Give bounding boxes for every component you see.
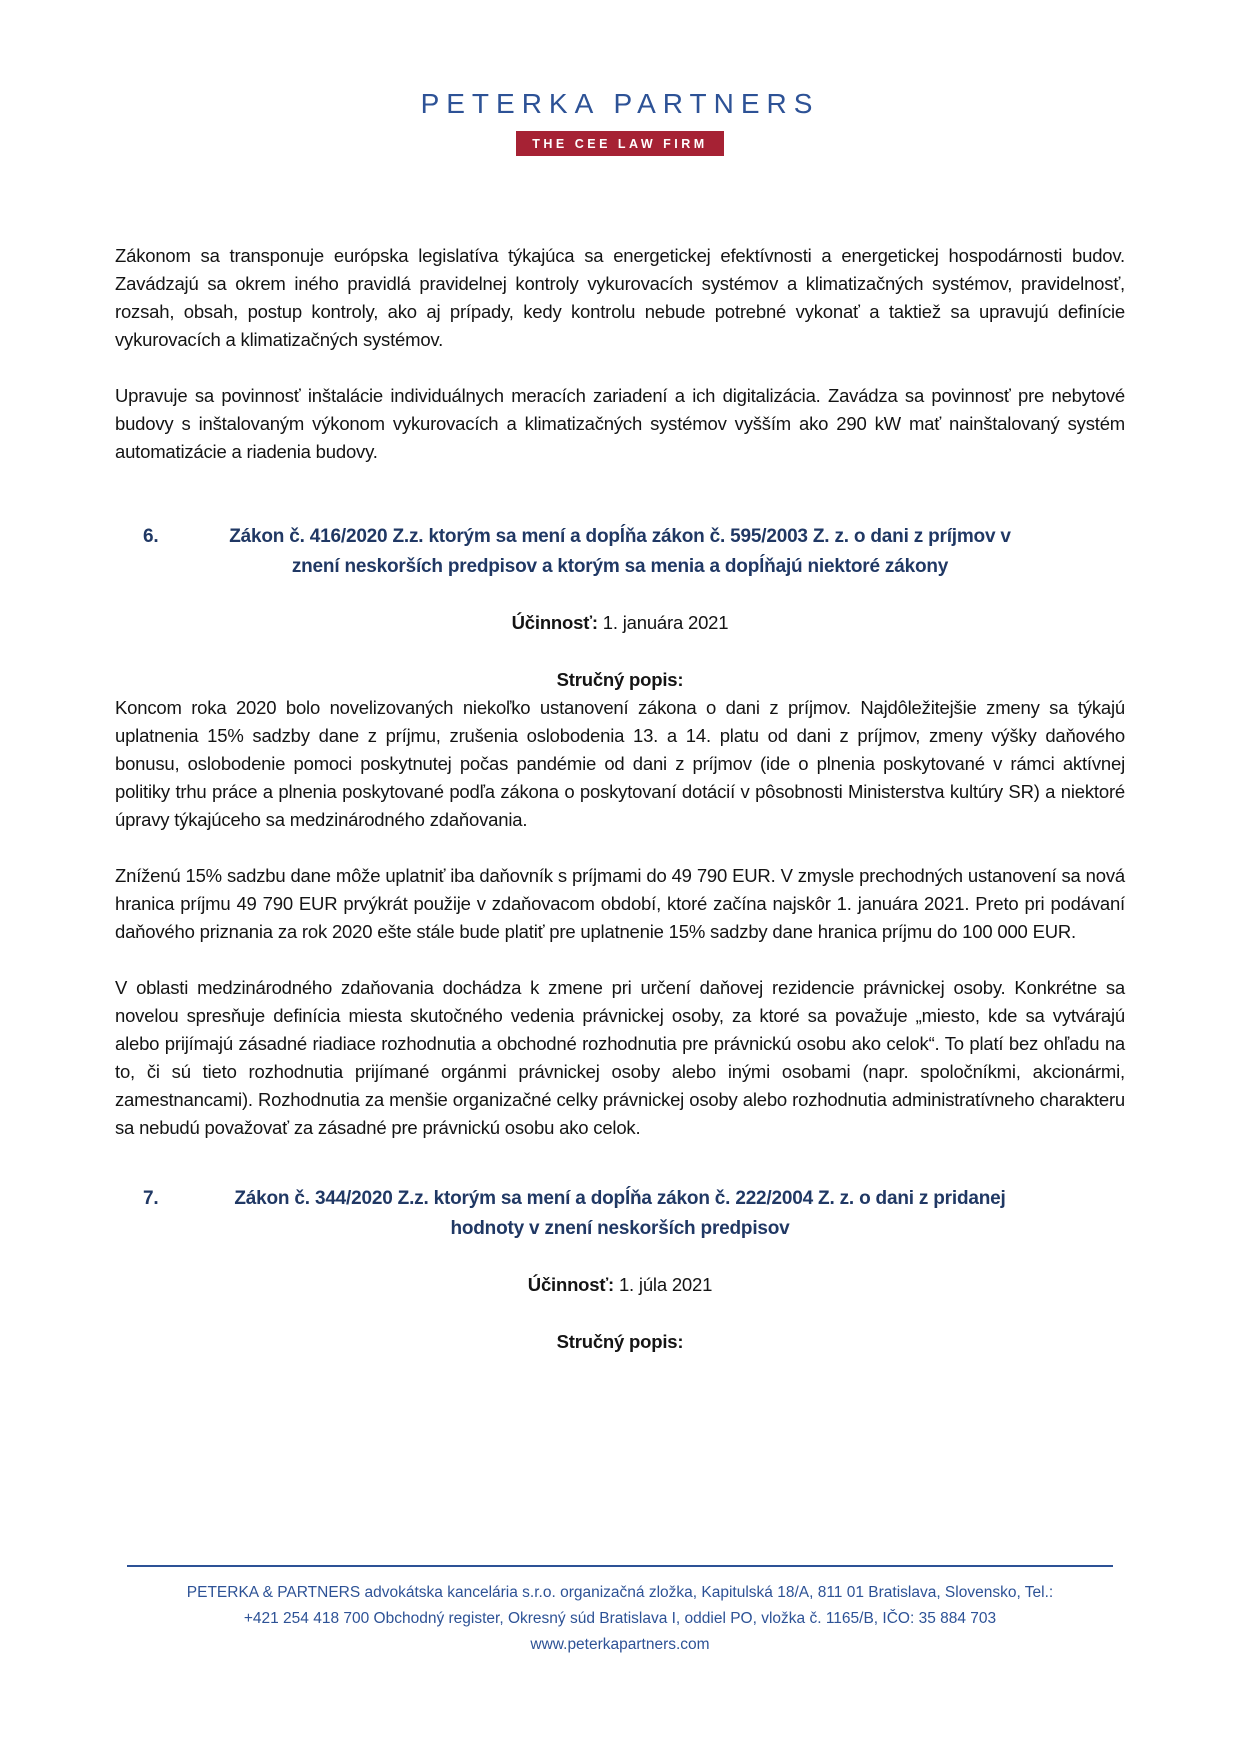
section-6-summary-label: Stručný popis: [556,669,684,690]
effective-value: 1. júla 2021 [618,1274,713,1295]
section-6-heading [115,522,1125,582]
effective-label: Účinnosť: [511,612,598,633]
section-6-number: 6. [143,526,159,547]
logo-tagline-text: THE CEE LAW FIRM [532,137,708,151]
effective-value: 1. januára 2021 [602,612,729,633]
intro-paragraph-2: Upravuje sa povinnosť inštalácie individuálnych meracích zariadení a ich digitalizácia. Zavádza sa povinnosť pre nebytové budovy s inštalovaným výkonom vykurovacích a klimatizačných systémov vyšším ako 290 kW mať nainštalovaný systém automatizácie a riadenia budovy. [115,385,1125,462]
logo-tagline-box [516,131,723,156]
website-link[interactable]: www.peterkapartners.com [530,1636,710,1653]
effective-label: Účinnosť: [527,1274,614,1295]
intro-paragraph-1: Zákonom sa transponuje európska legislatíva týkajúca sa energetickej efektívnosti a energetickej hospodárnosti budov. Zavádzajú sa okrem iného pravidlá pravidelnej kontroly vykurovacích systémov a klimatizačných systémov, pravidelnosť, rozsah, obsah, postup kontroly, ako aj prípady, kedy kontrolu nebude potrebné vykonať a taktiež sa upravujú definície vykurovacích a klimatizačných systémov. [115,245,1125,350]
section-6-paragraph-2: Zníženú 15% sadzbu dane môže uplatniť iba daňovník s príjmami do 49 790 EUR. V zmysle prechodných ustanovení sa nová hranica príjmu 49 790 EUR prvýkrát použije v zdaňovacom období, ktoré začína najskôr 1. januára 2021. Preto pri podávaní daňového priznania za rok 2020 ešte stále bude platiť pre uplatnenie 15% sadzby dane hranica príjmu do 100 000 EUR. [115,865,1125,942]
footer-text-block [115,1580,1125,1658]
section-6-paragraph-3: V oblasti medzinárodného zdaňovania dochádza k zmene pri určení daňovej rezidencie právnickej osoby. Konkrétne sa novelou spresňuje definícia miesta skutočného vedenia právnickej osoby, za ktoré sa považuje „miesto, kde sa vytvárajú alebo prijímajú zásadné riadiace rozhodnutia a obchodné rozhodnutia pre právnickú osobu ako celok“. To platí bez ohľadu na to, či sú tieto rozhodnutia prijímané orgánmi právnickej osoby alebo inými osobami (napr. spoločníkmi, akcionármi, zamestnancami). Rozhodnutia za menšie organizačné celky právnickej osoby alebo rozhodnutia administratívneho charakteru sa nebudú považovať za zásadné pre právnickú osobu ako celok. [115,977,1125,1138]
footer-divider [127,1565,1113,1567]
section-7-heading [115,1184,1125,1244]
section-7-number: 7. [143,1188,159,1209]
letterhead [115,0,1125,156]
section-7-effective-line [115,1271,1125,1299]
section-6-paragraph-1: Koncom roka 2020 bolo novelizovaných niekoľko ustanovení zákona o dani z príjmov. Najdôležitejšie zmeny sa týkajú uplatnenia 15% sadzby dane z príjmu, zrušenia oslobodenia 13. a 14. platu od dani z príjmov, zmeny výšky daňového bonusu, oslobodenie pomoci poskytnutej počas pandémie od dani z príjmov (ide o plnenia poskytované v rámci aktívnej politiky trhu práce a plnenia poskytované podľa zákona o poskytovaní dotácií v pôsobnosti Ministerstva kultúry SR) a niektoré úpravy týkajúceho sa medzinárodného zdaňovania. [115,697,1125,830]
logo-brand-text: PETERKA PARTNERS [420,88,820,119]
footer-register-line: +421 254 418 700 Obchodný register, Okresný súd Bratislava I, oddiel PO, vložka č. 1165/B, IČO: 35 884 703 [243,1610,997,1627]
section-7-title: Zákon č. 344/2020 Z.z. ktorým sa mení a dopĺňa zákon č. 222/2004 Z. z. o dani z pridanej hodnoty v znení neskorších predpisov [234,1188,1006,1239]
page-footer [115,1565,1125,1754]
section-7-summary-label: Stručný popis: [556,1331,684,1352]
footer-address-line: PETERKA & PARTNERS advokátska kancelária s.r.o. organizačná zložka, Kapitulská 18/A, 811 01 Bratislava, Slovensko, Tel.: [186,1584,1054,1601]
section-6-effective-line [115,609,1125,637]
section-6-title: Zákon č. 416/2020 Z.z. ktorým sa mení a dopĺňa zákon č. 595/2003 Z. z. o dani z príjmov v znení neskorších predpisov a ktorým sa menia a dopĺňajú niektoré zákony [229,526,1011,577]
